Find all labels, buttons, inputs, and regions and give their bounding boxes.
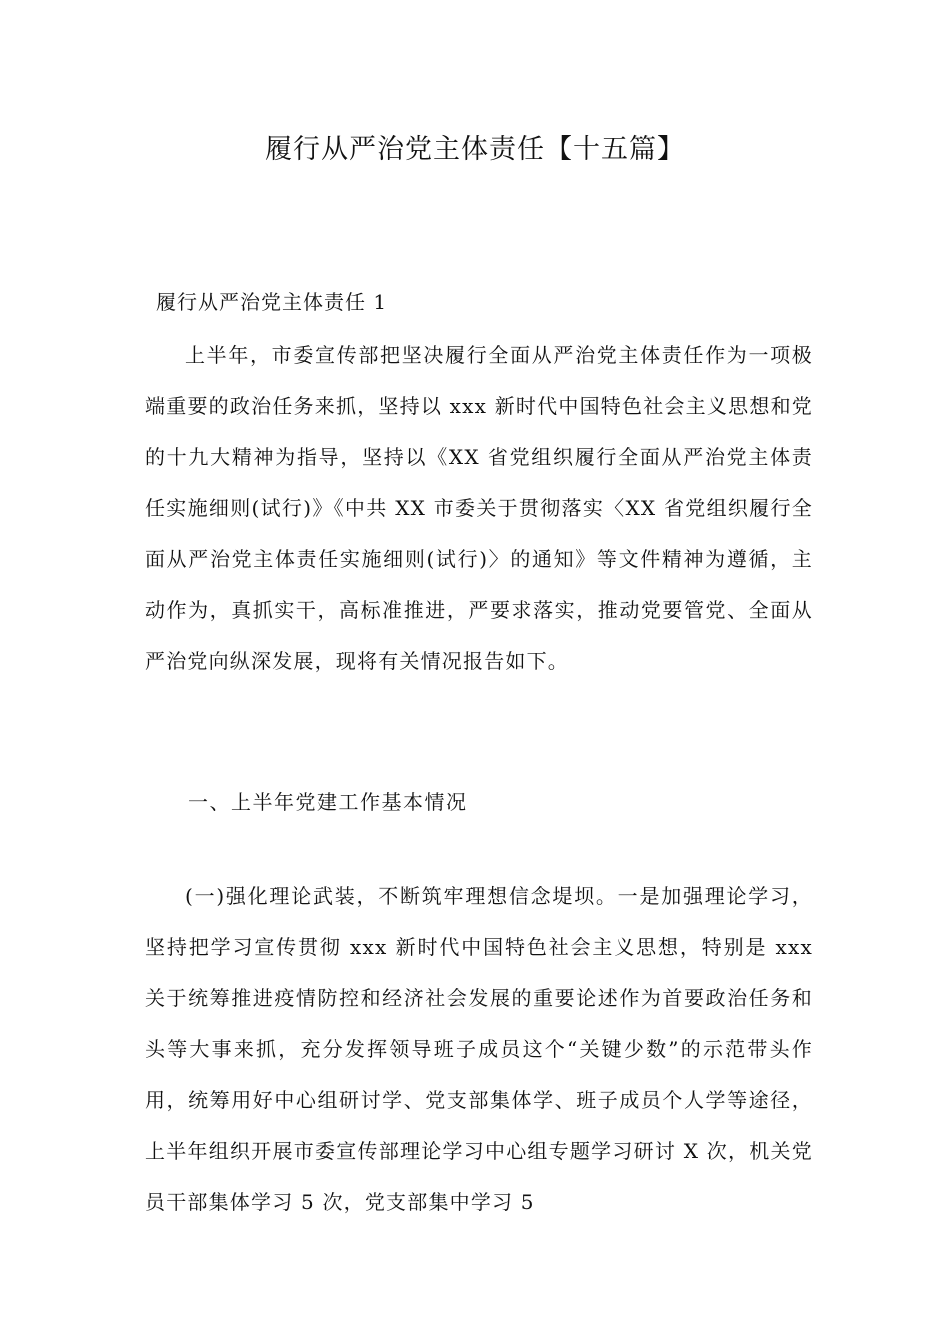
section-heading: 一、上半年党建工作基本情况 bbox=[188, 790, 468, 814]
paragraph-theory-study: (一)强化理论武装，不断筑牢理想信念堤坝。一是加强理论学习，坚持把学习宣传贯彻 xxx 新时代中国特色社会主义思想，特别是 xxx 关于统筹推进疫情防控和经济社会发展的重要论述作为首要政治任务和头等大事来抓，充分发挥领导班子成员这个“关键少数”的示范带头作用，统筹用好中心组研讨学、党支部集体学、班子成员个人学等途径，上半年组织开展市委宣传部理论学习中心组专题学习研讨 X 次，机关党员干部集体学习 5 次，党支部集中学习 5 bbox=[145, 884, 813, 1214]
document-title: 履行从严治党主体责任【十五篇】 bbox=[265, 134, 685, 165]
document-subtitle: 履行从严治党主体责任 1 bbox=[156, 290, 388, 314]
paragraph-intro: 上半年，市委宣传部把坚决履行全面从严治党主体责任作为一项极端重要的政治任务来抓，坚持以 xxx 新时代中国特色社会主义思想和党的十九大精神为指导，坚持以《XX 省党组织履行全面从严治党主体责任实施细则(试行)》《中共 XX 市委关于贯彻落实〈XX 省党组织履行全面从严治党主体责任实施细则(试行)〉的通知》等文件精神为遵循，主动作为，真抓实干，高标准推进，严要求落实，推动党要管党、全面从严治党向纵深发展，现将有关情况报告如下。 bbox=[145, 343, 813, 673]
